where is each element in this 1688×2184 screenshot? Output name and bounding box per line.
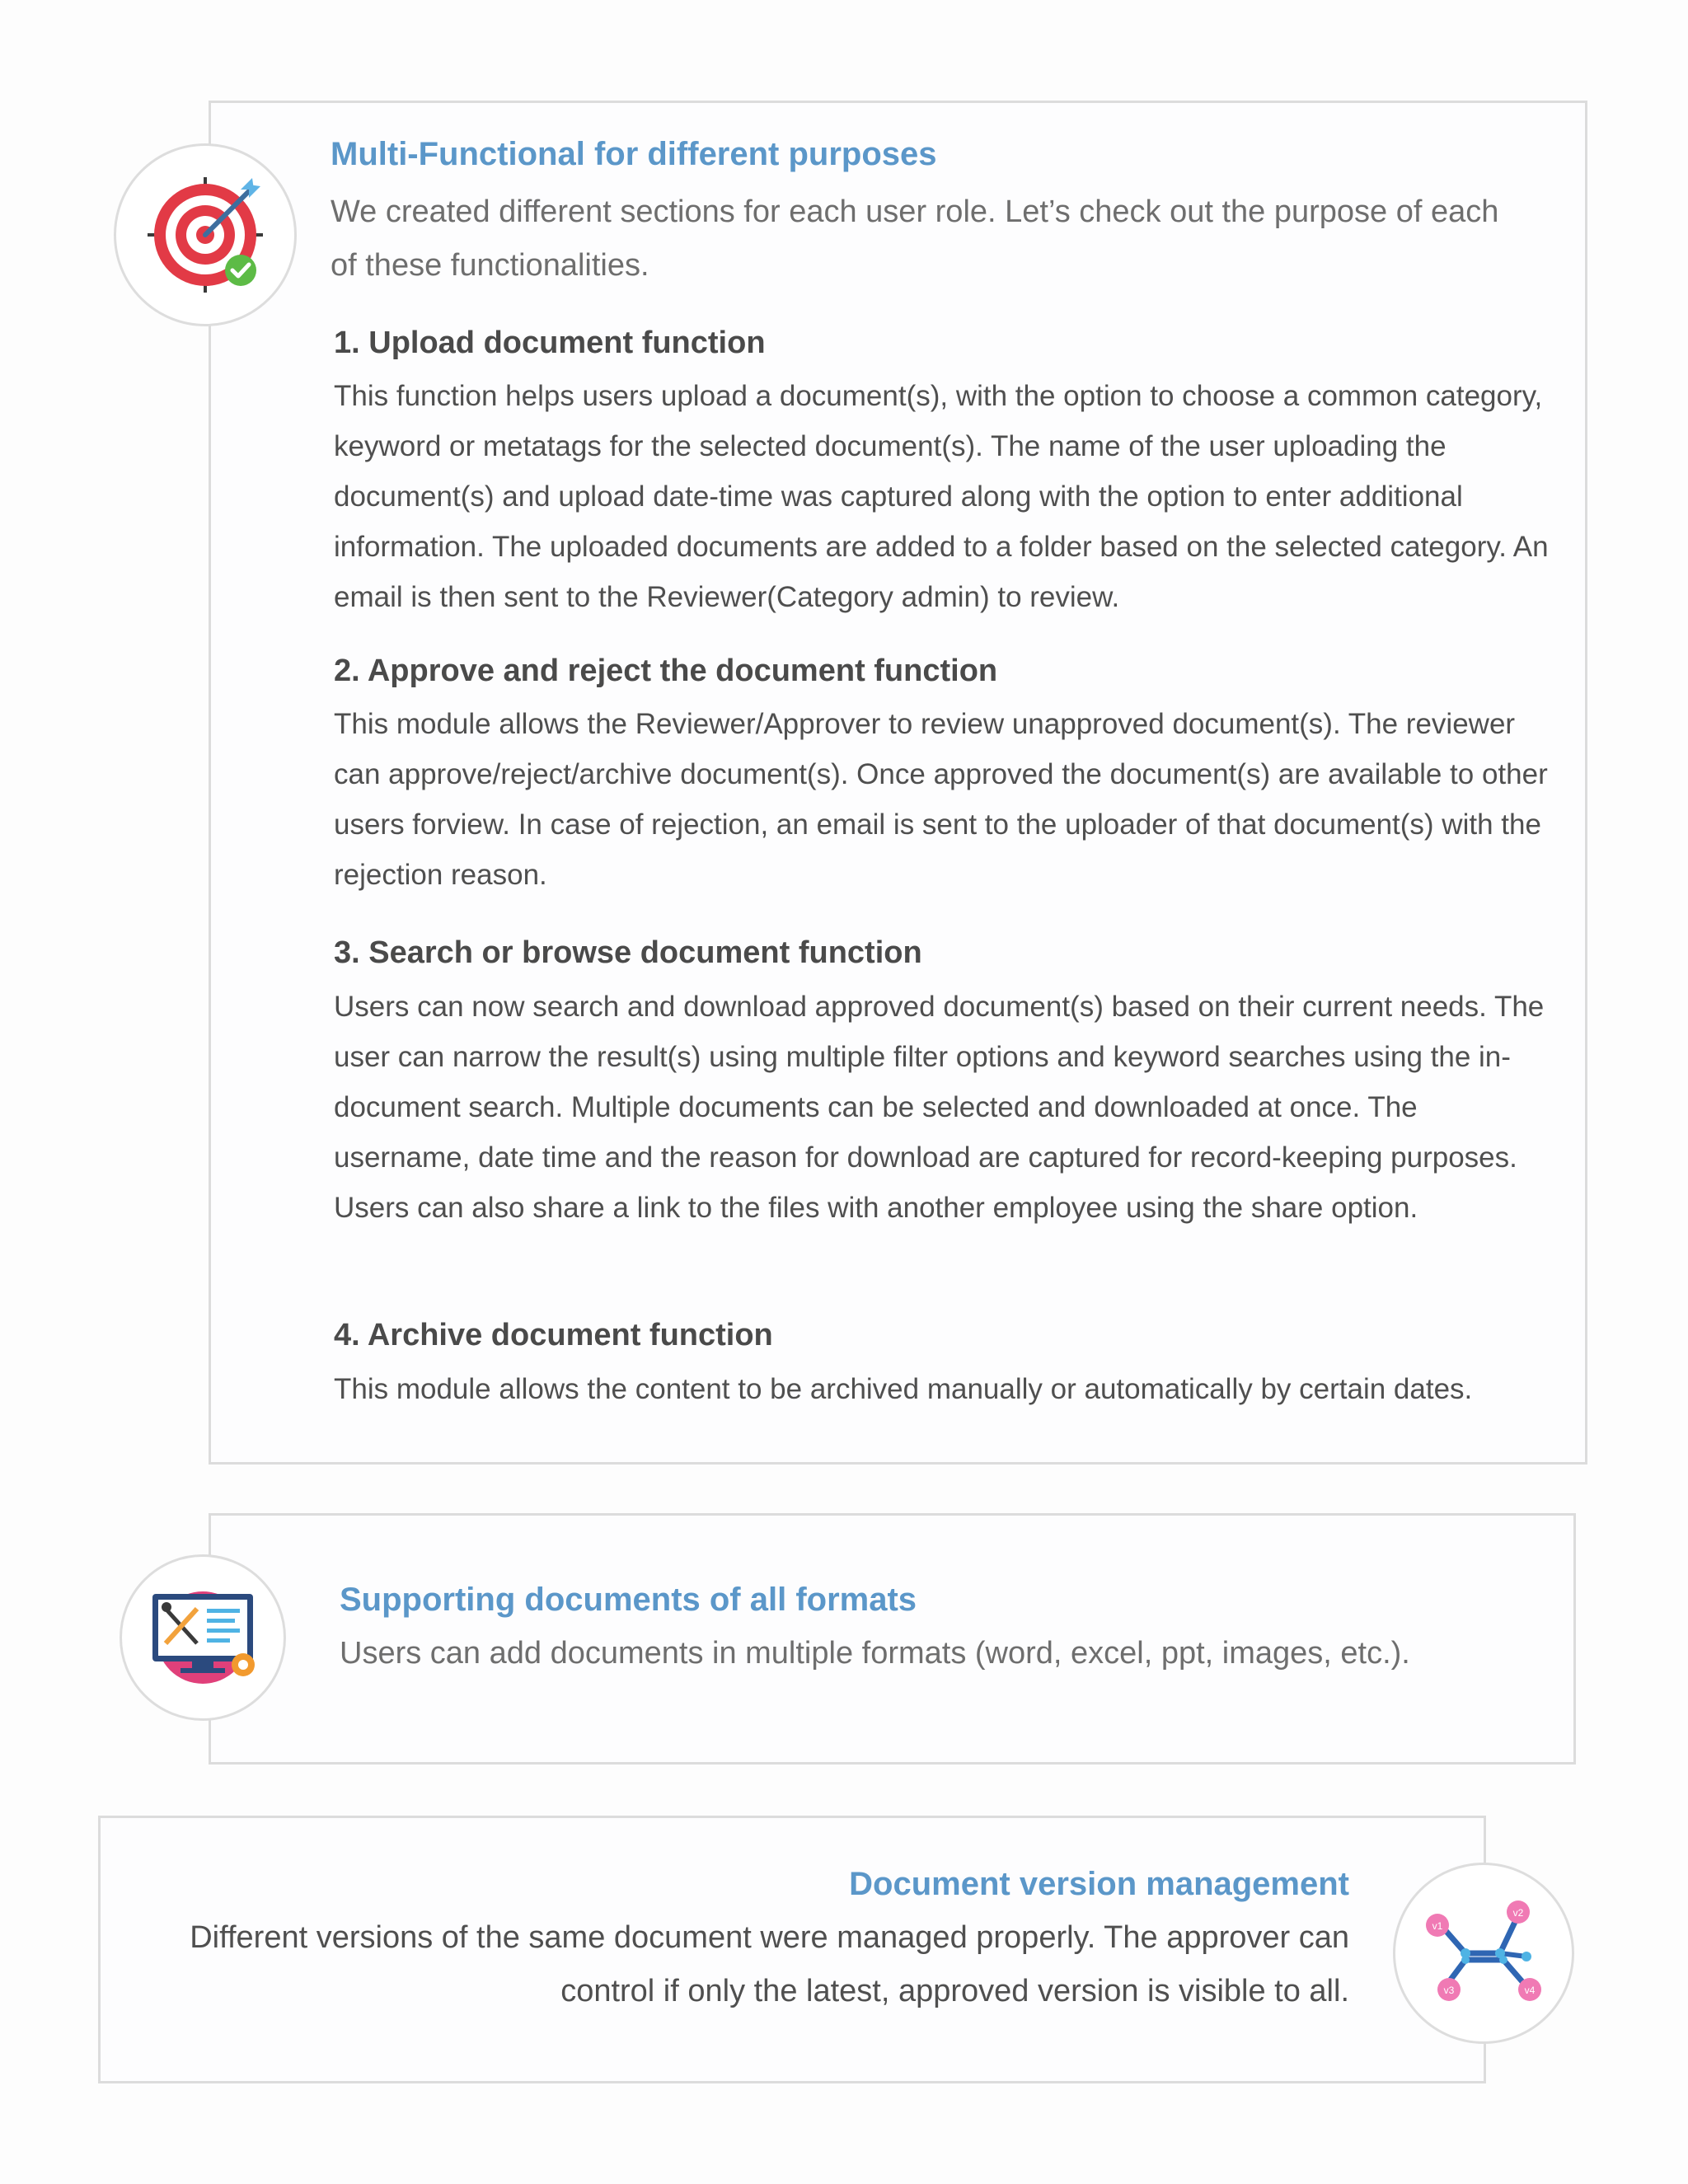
version-label-v4: v4 bbox=[1524, 1985, 1536, 1996]
target-icon-circle bbox=[114, 143, 297, 326]
monitor-tools-icon bbox=[141, 1576, 265, 1699]
card-title: Multi-Functional for different purposes bbox=[331, 136, 937, 172]
card-version-management bbox=[98, 1816, 1486, 2083]
card-supporting-formats bbox=[209, 1513, 1576, 1765]
card-multi-functional bbox=[209, 101, 1587, 1465]
section-heading-archive: 4. Archive document function bbox=[334, 1318, 773, 1352]
section-heading-upload: 1. Upload document function bbox=[334, 326, 766, 360]
monitor-icon-circle bbox=[120, 1554, 286, 1721]
version-branch-icon bbox=[1418, 1887, 1550, 2019]
section-body-upload: This function helps users upload a document(s), with the option to choose a common category, keyword or metatags for the selected document(s). The name of the user uploading the document(s) and upload date-time was captured along with the option to enter additional information. The uploaded documents are added to a folder based on the selected category. An email is then sent to the Reviewer(Category admin) to review. bbox=[334, 380, 1549, 613]
section-body-archive: This module allows the content to be archived manually or automatically by certain dates. bbox=[334, 1373, 1473, 1405]
card-title: Document version management bbox=[849, 1866, 1349, 1902]
target-icon bbox=[143, 173, 267, 297]
version-label-v3: v3 bbox=[1443, 1985, 1455, 1996]
card-intro: We created different sections for each user role. Let’s check out the purpose of each of these functionalities. bbox=[331, 194, 1499, 283]
section-heading-approve: 2. Approve and reject the document function bbox=[334, 654, 998, 688]
version-label-v2: v2 bbox=[1512, 1907, 1524, 1919]
version-icon-circle bbox=[1393, 1863, 1574, 2044]
section-body-approve: This module allows the Reviewer/Approver to review unapproved document(s). The reviewer can approve/reject/archive document(s). Once approved the document(s) are available to other users forview. In case of rejection, an email is sent to the uploader of that document(s) with the rejection reason. bbox=[334, 708, 1548, 891]
card-intro: Different versions of the same document were managed properly. The approver can control if only the latest, approved version is visible to all. bbox=[190, 1920, 1349, 2008]
card-title: Supporting documents of all formats bbox=[340, 1582, 917, 1618]
section-heading-search: 3. Search or browse document function bbox=[334, 935, 922, 970]
version-label-v1: v1 bbox=[1432, 1920, 1443, 1932]
section-body-search: Users can now search and download approved document(s) based on their current needs. The user can narrow the result(s) using multiple filter options and keyword searches using the in-document search. Multiple documents can be selected and downloaded at once. The username, date time and the reason for download are captured for record-keeping purposes. Users can also share a link to the files with another employee using the share option. bbox=[334, 991, 1545, 1224]
card-intro: Users can add documents in multiple formats (word, excel, ppt, images, etc.). bbox=[340, 1636, 1410, 1671]
